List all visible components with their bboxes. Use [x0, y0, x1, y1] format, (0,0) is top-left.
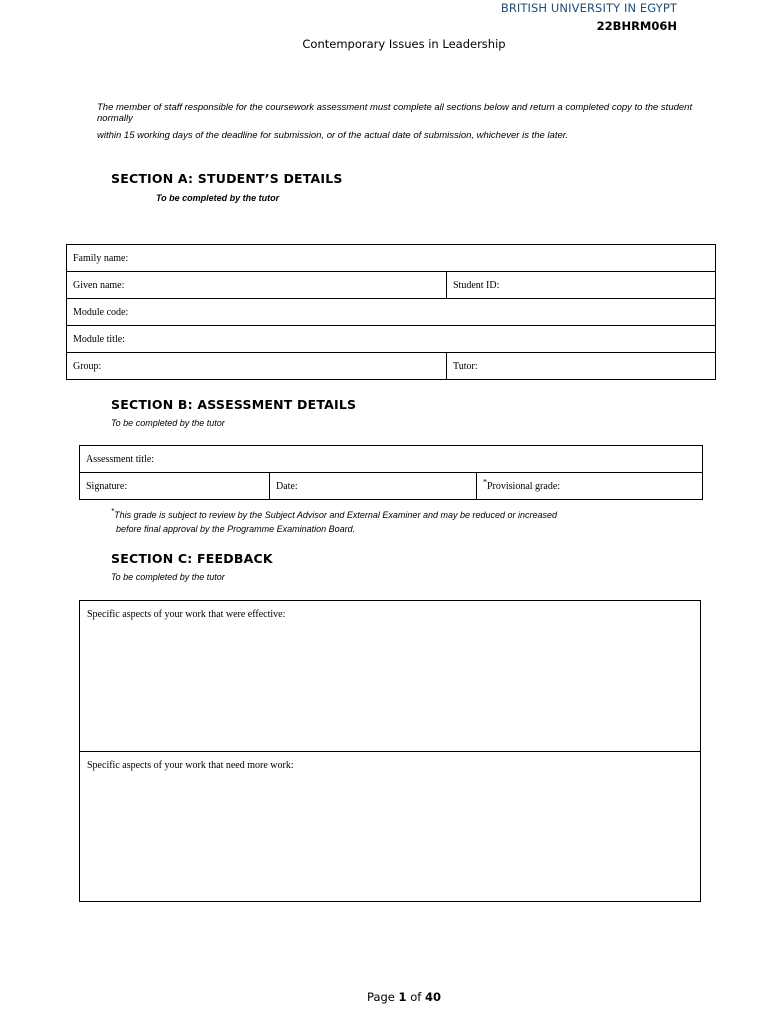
- note-line-1: This grade is subject to review by the Subject Advisor and External Examiner and may be reduced or increased: [114, 510, 558, 520]
- note-line-2: before final approval by the Programme Examination Board.: [116, 524, 356, 534]
- given-name-label: Given name:: [73, 279, 125, 291]
- signature-label: Signature:: [86, 480, 128, 492]
- group-field[interactable]: [67, 353, 447, 380]
- date-label: Date:: [276, 480, 298, 492]
- assessment-title-field[interactable]: [80, 446, 703, 473]
- section-a-subheading: To be completed by the tutor: [156, 193, 280, 203]
- student-id-label: Student ID:: [453, 279, 500, 291]
- section-a-heading: SECTION A: STUDENT’S DETAILS: [111, 171, 343, 186]
- grade-review-note: [111, 509, 651, 522]
- assessment-title-label: Assessment title:: [86, 453, 155, 465]
- module-title-field[interactable]: [67, 326, 716, 353]
- module-code-field[interactable]: [67, 299, 716, 326]
- given-name-field[interactable]: [67, 272, 447, 299]
- effective-feedback-box[interactable]: [80, 601, 701, 752]
- course-code: 22BHRM06H: [596, 19, 677, 33]
- provisional-grade-asterisk: *: [483, 477, 487, 487]
- family-name-field[interactable]: [67, 245, 716, 272]
- page-number: 1: [398, 990, 407, 1004]
- effective-feedback-label: Specific aspects of your work that were effective:: [87, 609, 286, 620]
- tutor-field[interactable]: [447, 353, 716, 380]
- module-title-label: Module title:: [73, 333, 125, 345]
- page-footer: [0, 990, 768, 1004]
- section-c-heading: SECTION C: FEEDBACK: [111, 551, 273, 566]
- page-word: Page: [367, 990, 395, 1004]
- more-work-feedback-label: Specific aspects of your work that need more work:: [87, 760, 294, 771]
- university-name: BRITISH UNIVERSITY IN EGYPT: [500, 1, 677, 15]
- student-id-field[interactable]: [447, 272, 716, 299]
- provisional-grade-label: Provisional grade:: [487, 480, 561, 492]
- date-field[interactable]: [270, 473, 477, 500]
- section-c-subheading: To be completed by the tutor: [111, 572, 225, 582]
- feedback-table: [79, 600, 701, 902]
- more-work-feedback-box[interactable]: [80, 752, 701, 902]
- assessment-details-table: [79, 445, 703, 500]
- signature-field[interactable]: [80, 473, 270, 500]
- instructions-line-2: within 15 working days of the deadline for submission, or of the actual date of submission, whichever is the later.: [97, 130, 569, 141]
- student-details-table: [66, 244, 716, 380]
- group-label: Group:: [73, 360, 102, 372]
- provisional-grade-field[interactable]: [477, 473, 703, 500]
- section-b-subheading: To be completed by the tutor: [111, 418, 225, 428]
- family-name-label: Family name:: [73, 252, 129, 264]
- document-title: Contemporary Issues in Leadership: [302, 37, 506, 51]
- note-asterisk: *: [111, 507, 115, 516]
- module-code-label: Module code:: [73, 306, 129, 318]
- tutor-label: Tutor:: [453, 360, 478, 372]
- total-pages: 40: [424, 990, 441, 1004]
- instructions-line-1: The member of staff responsible for the coursework assessment must complete all sections below and return a completed copy to the student normally: [97, 102, 693, 124]
- section-b-heading: SECTION B: ASSESSMENT DETAILS: [111, 397, 357, 412]
- of-word: of: [410, 990, 422, 1004]
